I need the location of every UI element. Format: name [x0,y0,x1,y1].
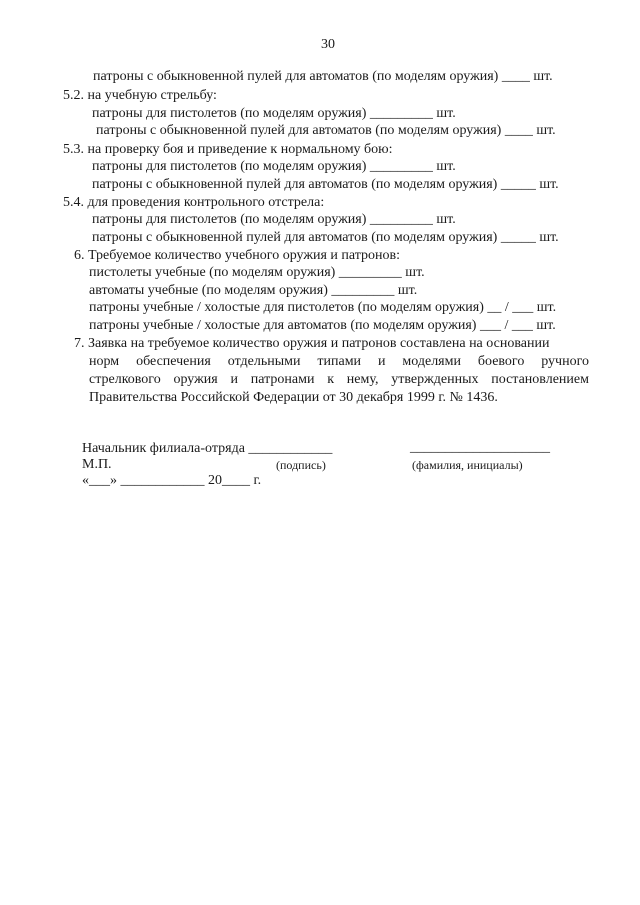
line-10: патроны с обыкновенной пулей для автоматов (по моделям оружия) _____ шт. [92,230,559,245]
signature-caption: (подпись) [276,458,326,472]
page-number: 30 [321,37,335,52]
date-line: «___» ____________ 20____ г. [82,473,262,488]
signature-title: Начальник филиала-отряда ____________ [82,441,333,456]
line-15: патроны учебные / холостые для автоматов (по моделям оружия) ___ / ___ шт. [89,318,556,333]
section-5-3-heading: 5.3. на проверку боя и приведение к нормальному бою: [63,142,393,157]
section-7-line-3: стрелкового оружия и патронами к нему, утвержденных постановлением [89,372,589,387]
section-6-heading: 6. Требуемое количество учебного оружия и патронов: [74,248,401,263]
line-12: пистолеты учебные (по моделям оружия) _________ шт. [89,265,425,280]
line-13: автоматы учебные (по моделям оружия) _________ шт. [89,283,418,298]
stamp-label: М.П. [82,457,112,472]
line-7: патроны с обыкновенной пулей для автоматов (по моделям оружия) _____ шт. [92,177,559,192]
section-5-2-heading: 5.2. на учебную стрельбу: [63,88,217,103]
fio-caption: (фамилия, инициалы) [412,458,523,472]
line-14: патроны учебные / холостые для пистолетов (по моделям оружия) __ / ___ шт. [89,300,557,315]
section-7-line-1: 7. Заявка на требуемое количество оружия и патронов составлена на основании [74,336,550,351]
line-3: патроны для пистолетов (по моделям оружия) _________ шт. [92,106,456,121]
line-6: патроны для пистолетов (по моделям оружия) _________ шт. [92,159,456,174]
section-7-line-2: норм обеспечения отдельными типами и моделями боевого ручного [89,354,589,369]
signature-fio-line: ____________________ [410,440,550,455]
line-1: патроны с обыкновенной пулей для автоматов (по моделям оружия) ____ шт. [93,69,553,84]
line-9: патроны для пистолетов (по моделям оружия) _________ шт. [92,212,456,227]
line-4: патроны с обыкновенной пулей для автоматов (по моделям оружия) ____ шт. [96,123,556,138]
section-7-line-4: Правительства Российской Федерации от 30 декабря 1999 г. № 1436. [89,390,498,405]
section-5-4-heading: 5.4. для проведения контрольного отстрела: [63,195,325,210]
